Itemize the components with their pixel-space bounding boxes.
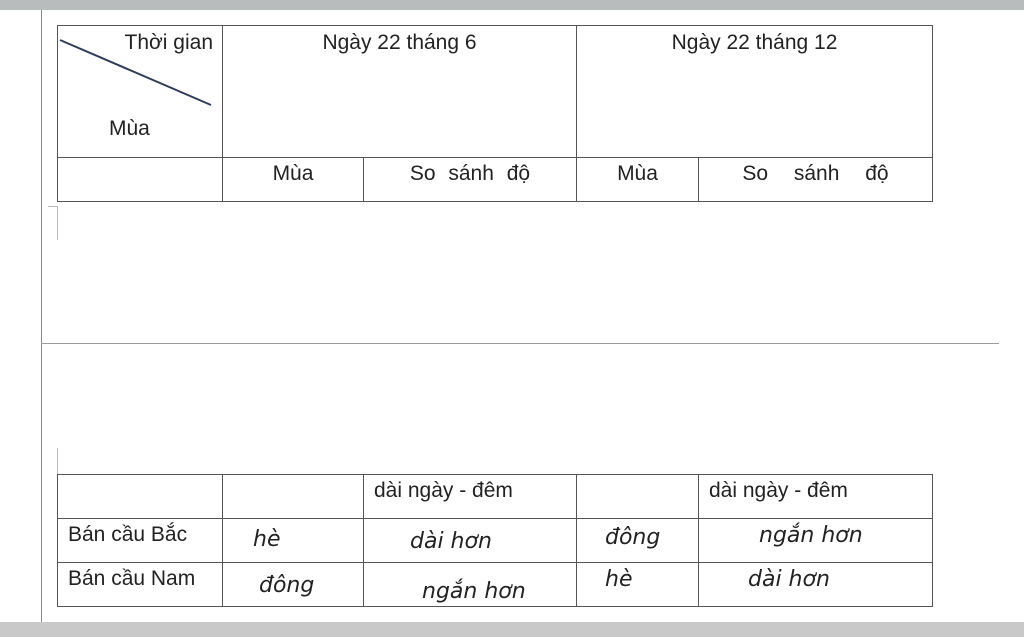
december-season-value: hè: [577, 563, 699, 607]
margin-mark: [57, 448, 58, 474]
empty-cell: [577, 475, 699, 519]
june-season-value: hè: [223, 519, 364, 563]
compare-header-june: So sánh độ: [364, 158, 577, 202]
june-compare-value: ngắn hơn: [364, 563, 577, 607]
december-compare-value: ngắn hơn: [699, 519, 933, 563]
december-season-value: đông: [577, 519, 699, 563]
june-compare-value: dài hơn: [364, 519, 577, 563]
margin-mark: [57, 206, 58, 240]
hemisphere-label: Bán cầu Nam: [58, 563, 223, 607]
date-header-december: Ngày 22 tháng 12: [577, 26, 933, 158]
compare-continuation-june: dài ngày - đêm: [364, 475, 577, 519]
corner-time-label: Thời gian: [124, 31, 213, 54]
season-table-body: [57, 474, 933, 607]
hemisphere-label: Bán cầu Bắc: [58, 519, 223, 563]
empty-cell: [58, 158, 223, 202]
compare-continuation-december: dài ngày - đêm: [699, 475, 933, 519]
page-break-line: [41, 343, 999, 344]
season-header-june: Mùa: [223, 158, 364, 202]
page-margin-line: [41, 10, 42, 622]
table-row: [58, 563, 933, 607]
window-top-bar: [0, 0, 1024, 10]
empty-cell: [223, 475, 364, 519]
season-header-december: Mùa: [577, 158, 699, 202]
table-row: [58, 519, 933, 563]
date-header-june: Ngày 22 tháng 6: [223, 26, 577, 158]
margin-mark: [48, 206, 58, 207]
window-bottom-bar: [0, 622, 1024, 637]
season-table-header: [57, 25, 933, 202]
empty-cell: [58, 475, 223, 519]
compare-header-december: So sánh độ: [699, 158, 933, 202]
december-compare-value: dài hơn: [699, 563, 933, 607]
corner-cell: [58, 26, 223, 158]
corner-season-label: Mùa: [109, 117, 150, 140]
june-season-value: đông: [223, 563, 364, 607]
